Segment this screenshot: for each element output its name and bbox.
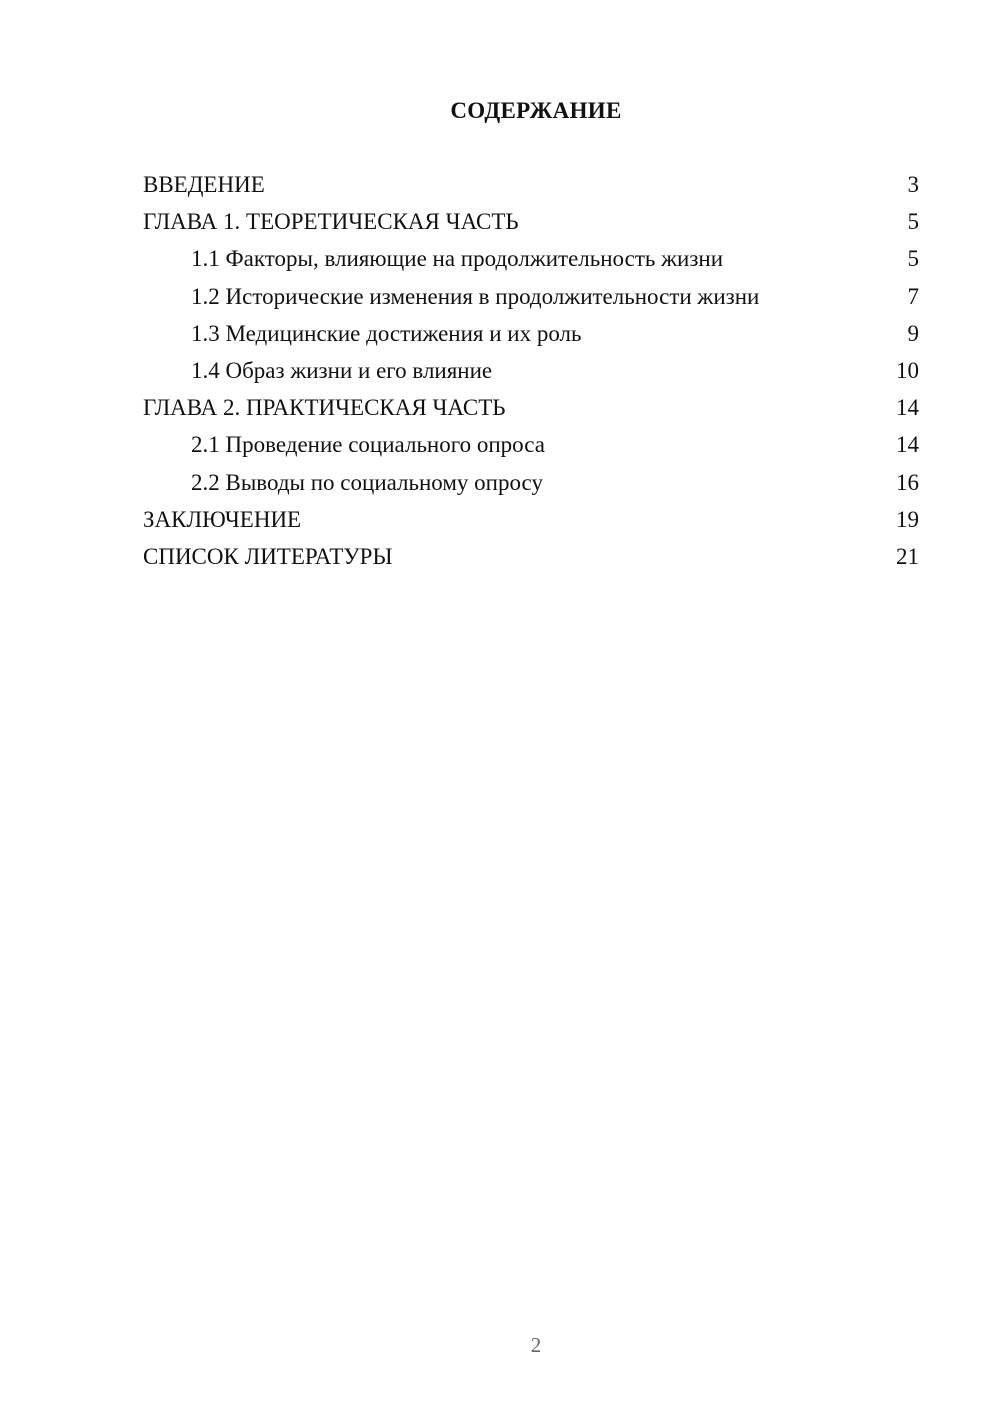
toc-item-page: 5 <box>907 246 919 272</box>
toc-item-page: 21 <box>896 543 919 569</box>
toc-item-label: ВВЕДЕНИЕ <box>143 172 265 197</box>
toc-item-page: 10 <box>896 357 919 383</box>
toc-item-label: 1.1 Факторы, влияющие на продолжительность жизни <box>191 246 724 272</box>
toc-item-label: 1.3 Медицинские достижения и их роль <box>191 320 582 346</box>
toc-item-page: 16 <box>896 469 919 495</box>
toc-item-label: ЗАКЛЮЧЕНИЕ <box>143 506 302 532</box>
toc-item-label: СПИСОК ЛИТЕРАТУРЫ <box>143 543 393 569</box>
toc-item-introduction[interactable] <box>143 166 919 203</box>
toc-item-section-2-1[interactable] <box>143 426 919 463</box>
toc-item-page: 3 <box>907 172 919 197</box>
toc-item-chapter-2[interactable] <box>143 389 919 426</box>
toc-item-section-1-1[interactable] <box>143 240 919 277</box>
toc-item-chapter-1[interactable] <box>143 203 919 240</box>
toc-item-section-2-2[interactable] <box>143 464 919 501</box>
toc-item-label: 1.2 Исторические изменения в продолжительности жизни <box>191 283 760 309</box>
toc-item-page: 19 <box>896 506 919 532</box>
toc-item-page: 9 <box>907 320 919 346</box>
toc-item-label: ГЛАВА 1. ТЕОРЕТИЧЕСКАЯ ЧАСТЬ <box>143 209 519 235</box>
toc-item-section-1-2[interactable] <box>143 278 919 315</box>
table-of-contents <box>143 166 919 575</box>
toc-item-page: 14 <box>896 432 919 458</box>
toc-item-label: ГЛАВА 2. ПРАКТИЧЕСКАЯ ЧАСТЬ <box>143 395 506 421</box>
toc-title: СОДЕРЖАНИЕ <box>450 98 622 123</box>
page-number: 2 <box>530 1333 542 1357</box>
toc-item-section-1-3[interactable] <box>143 315 919 352</box>
toc-item-page: 14 <box>896 395 919 421</box>
toc-item-label: 1.4 Образ жизни и его влияние <box>191 357 493 383</box>
toc-item-label: 2.1 Проведение социального опроса <box>191 432 545 458</box>
toc-item-label: 2.2 Выводы по социальному опросу <box>191 469 543 495</box>
toc-item-page: 7 <box>907 283 919 309</box>
toc-item-conclusion[interactable] <box>143 501 919 538</box>
toc-item-page: 5 <box>907 209 919 235</box>
toc-item-bibliography[interactable] <box>143 538 919 575</box>
toc-item-section-1-4[interactable] <box>143 352 919 389</box>
